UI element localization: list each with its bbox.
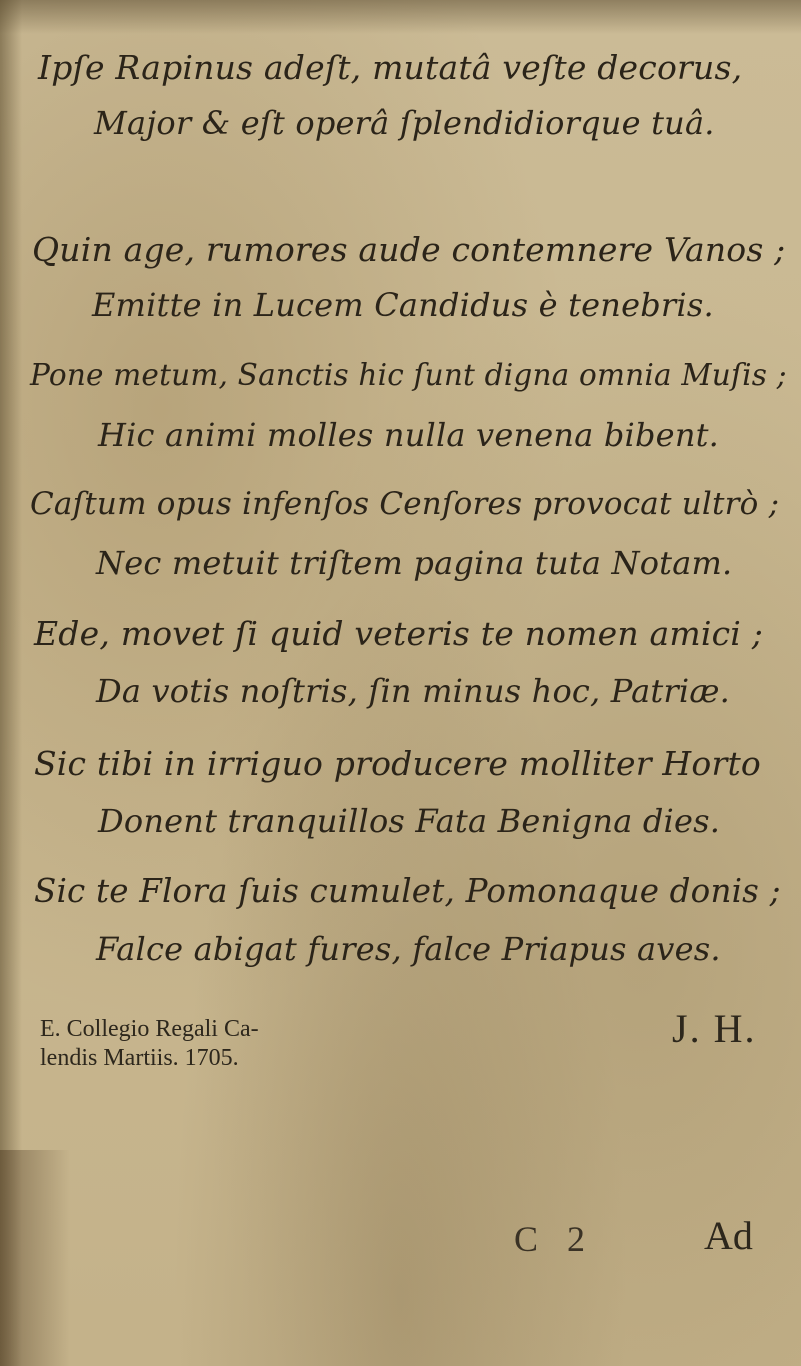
poem-line: Ipſe Rapinus adeſt, mutatâ veſte decorus, xyxy=(38,48,743,87)
poem-line: Nec metuit triſtem pagina tuta Notam. xyxy=(96,544,733,582)
poem-line: Quin age, rumores aude contemnere Vanos ; xyxy=(32,230,786,269)
poem-line: Hic animi molles nulla venena bibent. xyxy=(98,416,720,454)
poem-line: Sic tibi in irriguo producere molliter Horto xyxy=(34,744,761,783)
poem-line: Emitte in Lucem Candidus è tenebris. xyxy=(92,286,714,324)
author-initials: J. H. xyxy=(672,1006,757,1051)
place-and-date xyxy=(40,1015,259,1073)
catchword: Ad xyxy=(704,1213,753,1258)
place-line: E. Collegio Regali Ca- xyxy=(40,1016,259,1042)
poem-line: Caſtum opus infenſos Cenſores provocat ultrò ; xyxy=(30,486,780,522)
poem-line: Pone metum, Sanctis hic ſunt digna omnia Muſis ; xyxy=(30,358,787,392)
poem-line: Falce abigat fures, falce Priapus aves. xyxy=(96,930,721,968)
signature-mark: C 2 xyxy=(514,1219,596,1259)
poem-line: Da votis noſtris, ſin minus hoc, Patriæ. xyxy=(96,672,731,710)
poem-line: Major & eſt operâ ſplendidiorque tuâ. xyxy=(94,104,715,142)
date-line: lendis Martiis. 1705. xyxy=(40,1045,239,1071)
poem-line: Ede, movet ſi quid veteris te nomen amici ; xyxy=(34,614,764,653)
poem-line: Sic te Flora ſuis cumulet, Pomonaque donis ; xyxy=(34,872,781,910)
poem-line: Donent tranquillos Fata Benigna dies. xyxy=(98,802,721,840)
